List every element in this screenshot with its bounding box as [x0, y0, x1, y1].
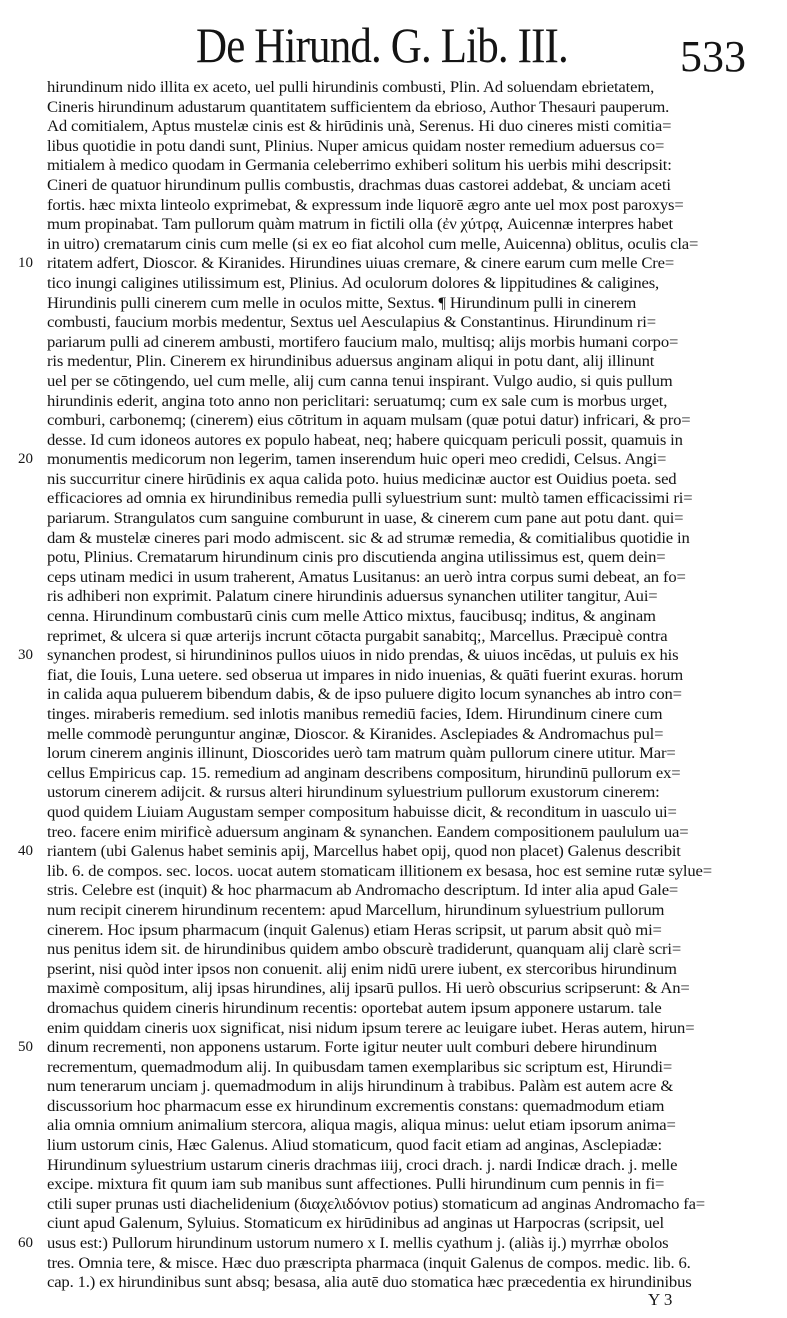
signature-mark: Y 3	[648, 1290, 673, 1309]
text-line: efficaciores ad omnia ex hirundinibus remedia pulli syluestrium sunt: multò tamen efficacissimi ri=	[47, 490, 693, 508]
line-number: 20	[18, 451, 33, 468]
running-head	[0, 14, 787, 84]
text-line: Hirundinum syluestrium ustarum cineris drachmas iiij, croci drach. j. nardi Indicæ drach. j. melle	[47, 1156, 678, 1174]
text-line: usus est:) Pullorum hirundinum ustorum numero x I. mellis cyathum j. (aliàs ij.) myrrhæ obolos	[47, 1235, 669, 1253]
text-line: alia omnia omnium animalium stercora, aliqua magis, aliqua minus: uelut etiam ipsorum anima=	[47, 1117, 676, 1135]
text-line: recrementum, quemadmodum alij. In quibusdam tamen exemplaribus sic scriptum est, Hirundi=	[47, 1058, 673, 1076]
text-line: mum propinabat. Tam pullorum quàm matrum in fictili olla (ἐν χύτρᾳ, Auicennæ interpres habet	[47, 216, 673, 234]
text-line: monumentis medicorum non legerim, tamen inserendum huic operi meo credidi, Celsus. Angi=	[47, 451, 667, 469]
text-line: fortis. hæc mixta linteolo exprimebat, & expressum inde liquorē ægro ante uel mox post paroxys=	[47, 196, 684, 214]
text-line: enim quiddam cineris uox significat, nisi nidum ipsum terere ac leuigare iubet. Heras autem, hirun=	[47, 1019, 695, 1037]
text-line: lib. 6. de compos. sec. locos. uocat autem stomaticam illitionem ex besasa, hoc est semine rutæ sylue=	[47, 862, 712, 880]
text-line: dromachus quidem cineris hirundinum recentis: oportebat autem ipsum apponere ustarum. tale	[47, 999, 662, 1017]
text-line: synanchen prodest, si hirundininos pullos uiuos in nido prendas, & uiuos incēdas, ut puluis ex his	[47, 647, 679, 665]
text-line: comburi, carbonemq; (cinerem) eius cōtritum in aquam mulsam (quæ potui datur) infricari, & pro=	[47, 412, 691, 430]
text-line: mitialem à medico quodam in Germania celeberrimo exhiberi solitum his uerbis mihi descripsit:	[47, 157, 672, 175]
text-line: maximè compositum, alij ipsas hirundines, alij ipsarū pullos. Hi uerò obscurius scripserunt: & An=	[47, 980, 690, 998]
text-line: riantem (ubi Galenus habet seminis apij, Marcellus habet opij, quod non placet) Galenus describit	[47, 843, 681, 861]
text-line: ritatem adfert, Dioscor. & Kiranides. Hirundines uiuas cremare, & cinere earum cum melle Cre=	[47, 255, 675, 273]
text-line: cap. 1.) ex hirundinibus sunt absq; besasa, alia autē duo stomatica hæc præcedentia ex hirundinibus	[47, 1274, 692, 1292]
text-line: num tenerarum unciam j. quemadmodum in alijs hirundinum à trabibus. Palàm est autem acre &	[47, 1078, 674, 1096]
text-line: dam & mustelæ cineres pari modo admiscent. sic & ad strumæ remedia, & comitialibus quotidie in	[47, 529, 690, 547]
text-line: libus quotidie in potu dandi sunt, Plinius. Nuper amicus quidam noster remedium aduersus co=	[47, 137, 665, 155]
text-line: discussorium hoc pharmacum esse ex hirundinum excrementis constans: quemadmodum etiam	[47, 1097, 665, 1115]
text-line: fiat, die Iouis, Luna uetere. sed obserua ut impares in nido inuenias, & quāti fuerint exuras. horum	[47, 666, 684, 684]
text-line: tico inungi caligines utilissimum est, Plinius. Ad oculorum dolores & lippitudines & caligines,	[47, 274, 660, 292]
text-line: hirundinis ederit, angina toto anno non periclitari: seruatumq; cum ex sale cum is morbus urget,	[47, 392, 668, 410]
line-number: 10	[18, 255, 33, 272]
text-line: reprimet, & ulcera si quæ arterijs incrunt cōtacta purgabit sanabitq;, Marcellus. Præcipuè contra	[47, 627, 668, 645]
text-line: desse. Id cum idoneos autores ex populo habeat, neq; habere quicquam periculi possit, quamuis in	[47, 431, 683, 449]
text-line: nis succurritur cinere hirūdinis ex aqua calida poto. huius medicinæ auctor est Ouidius poeta. sed	[47, 470, 677, 488]
text-line: hirundinum nido illita ex aceto, uel pulli hirundinis combusti, Plin. Ad soluendam ebrietatem,	[47, 79, 655, 96]
line-number: 30	[18, 647, 33, 664]
text-line: uel per se cōtingendo, uel cum melle, alij cum canna tenui inspirant. Vulgo audio, si quis pullum	[47, 372, 673, 390]
text-line: lorum cinerem anginis illinunt, Dioscorides uerò tam matrum quàm pullorum cinere utitur. Mar=	[47, 745, 676, 763]
text-line: tres. Omnia tere, & misce. Hæc duo præscripta pharmaca (inquit Galenus de compos. medic. lib. 6.	[47, 1254, 691, 1272]
text-line: pserint, nisi quòd inter ipsos non conuenit. alij enim nidū urere iubent, ex stercoribus hirundinum	[47, 960, 677, 978]
text-line: tinges. miraberis remedium. sed inlotis manibus remediū facies, Idem. Hirundinum cinere cum	[47, 706, 663, 723]
text-line: cenna. Hirundinum combustarū cinis cum melle Attico mixtus, faucibusq; inditus, & anginam	[47, 608, 656, 626]
text-line: in calida aqua puluerem bibendum dabis, & de ipso puluere digito locum synanches ab intro con=	[47, 686, 682, 704]
text-line: ceps utinam medici in usum traherent, Amatus Lusitanus: an uerò intra corpus sumi debeat, an fo=	[47, 568, 686, 586]
page-number: 533	[680, 32, 746, 81]
text-line: ctili super prunas usti diachelidenium (διαχελιδόνιον potius) stomaticum ad anginas Andromacho fa=	[47, 1195, 706, 1213]
text-line: excipe. mixtura fit quum iam sub manibus sunt affectiones. Pulli hirundinum cum pennis in fi=	[47, 1176, 665, 1194]
text-line: treo. facere enim mirificè aduersum anginam & synanchen. Eandem compositionem paululum ua=	[47, 823, 689, 841]
text-line: pariarum. Strangulatos cum sanguine comburunt in uase, & cinerem cum pane aut potu dant. qui=	[47, 510, 684, 528]
text-line: Hirundinis pulli cinerem cum melle in oculos mitte, Sextus. ¶ Hirundinum pulli in cinerem	[47, 294, 637, 312]
text-line: cinerem. Hoc ipsum pharmacum (inquit Galenus) etiam Heras scripsit, ut parum absit quò mi=	[47, 921, 662, 939]
text-line: in uitro) crematarum cinis cum melle (si ex eo fiat alcohol cum melle, Auicenna) oblitus, oculis cla=	[47, 235, 699, 253]
text-line: Cineris hirundinum adustarum quantitatem sufficientem da ebrioso, Author Thesauri pauperum.	[47, 98, 670, 116]
text-line: lium ustorum cinis, Hæc Galenus. Aliud stomaticum, quod facit etiam ad anginas, Asclepiadæ:	[47, 1137, 662, 1155]
text-line: stris. Celebre est (inquit) & hoc pharmacum ab Andromacho descriptum. Id inter alia apud Gale=	[47, 882, 679, 900]
body-text	[47, 78, 769, 1293]
text-line: potu, Plinius. Crematarum hirundinum cinis pro discutienda angina utilissimus est, quem dein=	[47, 549, 666, 567]
line-number: 50	[18, 1039, 33, 1056]
text-line: Ad comitialem, Aptus mustelæ cinis est & hirūdinis unà, Serenus. Hi duo cineres misti comitia=	[47, 118, 672, 136]
line-number: 40	[18, 843, 33, 860]
text-line: dinum recrementi, non apponens ustarum. Forte igitur neuter uult comburi debere hirundinum	[47, 1039, 657, 1057]
text-line: ciunt apud Galenum, Syluius. Stomaticum ex hirūdinibus ad anginas ut Harpocras (scripsit, uel	[47, 1215, 664, 1233]
text-line: pariarum pulli ad cinerem ambusti, mortifero faucium malo, multisq; alijs morbis humani corpo=	[47, 333, 679, 351]
text-line: ris medentur, Plin. Cinerem ex hirundinibus aduersus anginam aliqui in potu dant, alij illinunt	[47, 353, 655, 371]
line-number: 60	[18, 1235, 33, 1252]
text-line: nus penitus idem sit. de hirundinibus quidem ambo obscurè tradiderunt, quanquam alij clarè scri=	[47, 941, 682, 959]
text-line: num recipit cinerem hirundinum recentem: apud Marcellum, hirundinum syluestrium pullorum	[47, 901, 665, 919]
text-line: quod quidem Liuiam Augustam semper compositum habuisse dicit, & reconditum in uasculo ui=	[47, 803, 677, 821]
text-line: ris adhiberi non exprimit. Palatum cinere hirundinis aduersus synanchen utiliter tangitur, Aui=	[47, 588, 658, 606]
text-line: ustorum cinerem adijcit. & rursus alteri hirundinum syluestrium pullorum exustorum cinerem:	[47, 784, 660, 802]
text-line: cellus Empiricus cap. 15. remedium ad anginam describens compositum, hirundinū pullorum ex=	[47, 764, 681, 782]
page-title: De Hirund. G. Lib. III.	[196, 17, 568, 73]
text-line: melle commodè perunguntur anginæ, Dioscor. & Kiranides. Asclepiades & Andromachus pul=	[47, 725, 664, 743]
text-line: combusti, faucium morbis medentur, Sextus uel Aesculapius & Constantinus. Hirundinum ri=	[47, 314, 656, 332]
text-line: Cineri de quatuor hirundinum pullis combustis, drachmas duas castorei addebat, & unciam aceti	[47, 176, 671, 194]
